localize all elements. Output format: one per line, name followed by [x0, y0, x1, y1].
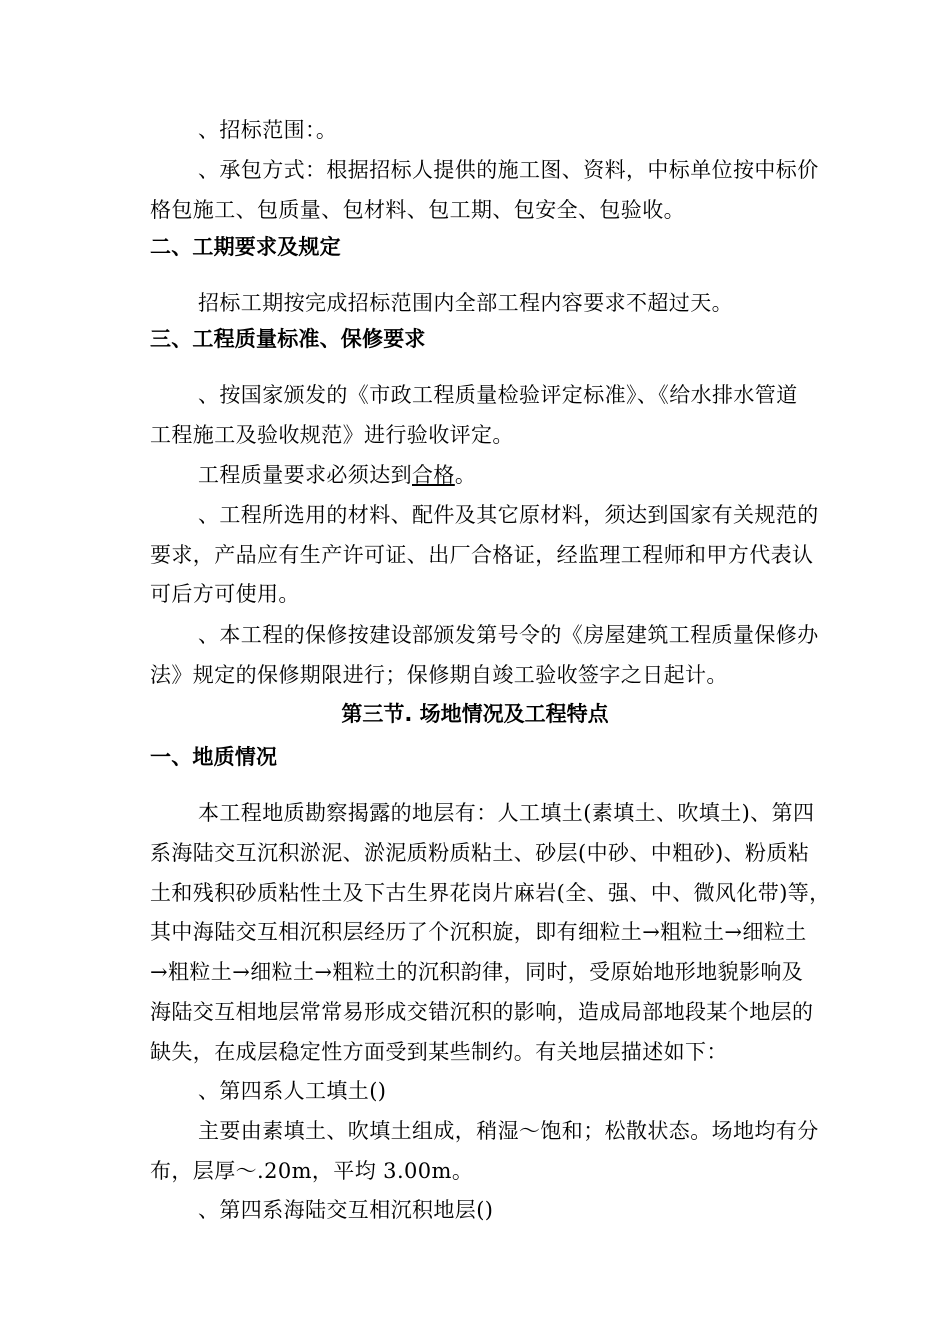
geology-paragraph-line-2: 系海陆交互沉积淤泥、淤泥质粉质粘土、砂层(中砂、中粗砂)、粉质粘 [150, 841, 810, 865]
chapter-title: 第三节. 场地情况及工程特点 [341, 702, 609, 726]
quality-item-1-line-2: 工程施工及验收规范》进行验收评定。 [150, 423, 514, 447]
geology-paragraph-line-3: 土和残积砂质粘性土及下古生界花岗片麻岩(全、强、中、微风化带)等， [150, 881, 831, 905]
layer-item-1-line-1: 主要由素填土、吹填土组成，稍湿～饱和；松散状态。场地均有分 [198, 1119, 819, 1143]
geology-paragraph-line-6: 海陆交互相地层常常易形成交错沉积的影响，造成局部地段某个地层的 [150, 1000, 814, 1024]
quality-requirement-value: 合格 [412, 463, 455, 487]
layer-item-1-title: 、第四系人工填土() [198, 1079, 387, 1103]
geology-paragraph-line-4: 其中海陆交互相沉积层经历了个沉积旋，即有细粒土→粗粒土→细粒土 [150, 920, 807, 944]
layer-item-1-line-2: 布，层厚～.20m，平均 3.00m。 [150, 1159, 474, 1183]
quality-requirement [198, 461, 860, 489]
quality-item-3-line-1: 、本工程的保修按建设部颁发第号令的《房屋建筑工程质量保修办 [198, 623, 819, 647]
quality-item-2-line-1: 、工程所选用的材料、配件及其它原材料，须达到国家有关规范的 [198, 503, 819, 527]
quality-item-3-line-2: 法》规定的保修期限进行；保修期自竣工验收签字之日起计。 [150, 663, 728, 687]
quality-item-1-line-1: 、按国家颁发的《市政工程质量检验评定标准》、《给水排水管道 [198, 383, 798, 407]
contract-item-line-1: 、承包方式：根据招标人提供的施工图、资料，中标单位按中标价 [198, 158, 819, 182]
schedule-paragraph: 招标工期按完成招标范围内全部工程内容要求不超过天。 [198, 291, 733, 315]
quality-requirement-suffix: 。 [454, 463, 477, 487]
geology-heading: 一、地质情况 [150, 745, 278, 769]
geology-paragraph-line-7: 缺失，在成层稳定性方面受到某些制约。有关地层描述如下： [150, 1040, 728, 1064]
schedule-heading: 二、工期要求及规定 [150, 235, 341, 259]
quality-item-2-line-3: 可后方可使用。 [150, 582, 300, 606]
quality-item-2-line-2: 要求，产品应有生产许可证、出厂合格证，经监理工程师和甲方代表认 [150, 543, 814, 567]
geology-paragraph-line-1: 本工程地质勘察揭露的地层有：人工填土(素填土、吹填土)、第四 [198, 801, 815, 825]
layer-item-2-title: 、第四系海陆交互相沉积地层() [198, 1198, 494, 1222]
quality-heading: 三、工程质量标准、保修要求 [150, 327, 426, 351]
quality-requirement-prefix: 工程质量要求必须达到 [198, 463, 412, 487]
scope-item: 、招标范围：。 [198, 118, 338, 142]
contract-item-line-2: 格包施工、包质量、包材料、包工期、包安全、包验收。 [150, 198, 685, 222]
geology-paragraph-line-5: →粗粒土→细粒土→粗粒土的沉积韵律，同时，受原始地形地貌影响及 [150, 960, 804, 984]
